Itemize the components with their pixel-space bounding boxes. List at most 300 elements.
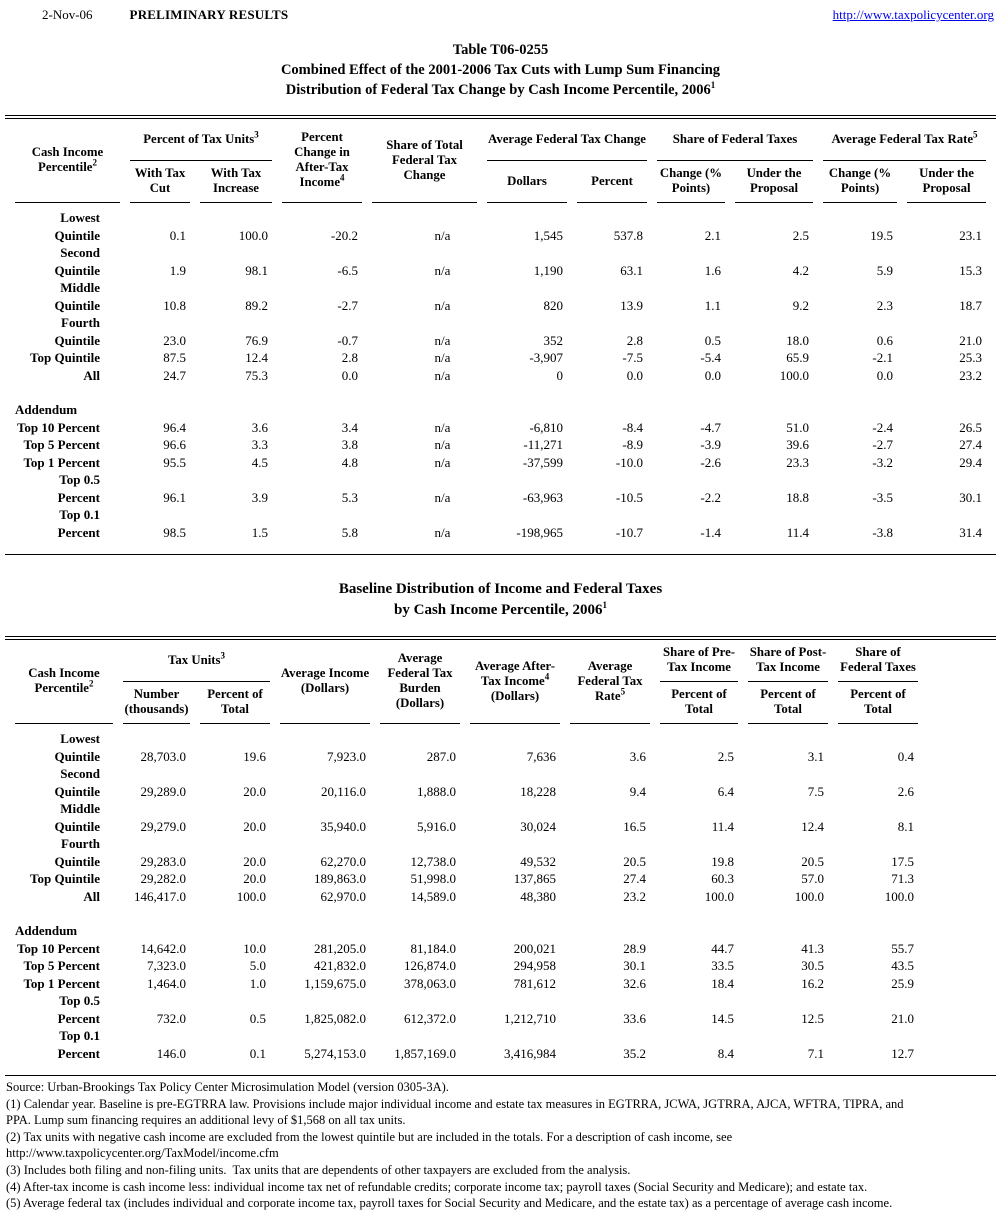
table-cell: 30,024 [520, 818, 557, 834]
col-header-percent-change-after-tax-income: Percent Change in After-Tax Income$^4$ [282, 119, 362, 203]
col-header-percent-of-total-fedtax: Percent of Total [838, 682, 918, 724]
table-cell: 612,372.0 [404, 1010, 457, 1026]
footnotes [5, 1079, 996, 1212]
table-cell: 10.8 [163, 297, 186, 313]
table-cell: 5.0 [249, 958, 267, 973]
col-header-percent-of-total-units: Percent of Total [200, 682, 270, 724]
spacer-column [928, 640, 986, 724]
table-cell: 8.4 [717, 1045, 735, 1061]
table-cell: 2.5 [717, 748, 735, 764]
col-header-cash-income-percentile: Cash Income Percentile$^2$ [15, 640, 113, 724]
table-cell: -10.7 [615, 524, 643, 540]
table-cell: n/a [434, 437, 451, 452]
row-label: Top 0.1 Percent [57, 507, 100, 540]
table-cell: 2.8 [626, 332, 643, 348]
table-cell: 1,888.0 [417, 783, 457, 799]
footnote-2: (2) Tax units with negative cash income are excluded from the lowest quintile but are included in the totals. For a description of cash income, see [6, 1129, 733, 1144]
table-cell: 1,159,675.0 [304, 975, 367, 991]
table-row [15, 888, 986, 906]
table-cell: 7.1 [807, 1045, 825, 1061]
col-group-share-pre-tax-income: Share of Pre-Tax Income [660, 640, 738, 682]
table-cell: 48,380 [520, 888, 557, 904]
col-header-number-thousands: Number (thousands) [123, 682, 190, 724]
addendum-label: Addendum [15, 402, 78, 417]
table-row [15, 506, 986, 541]
spacer-cell [928, 835, 986, 870]
table-cell: 9.2 [792, 297, 810, 313]
row-label: Top 1 Percent [23, 975, 100, 991]
table-cell: 100.0 [794, 888, 825, 904]
tax-change-table [5, 119, 996, 554]
table-cell: 20.5 [623, 853, 647, 869]
table-cell: 98.5 [163, 524, 186, 540]
table-cell: -10.5 [615, 489, 643, 505]
col-header-share-total-federal-tax-change: Share of Total Federal Tax Change [372, 119, 477, 203]
table-cell: 31.4 [959, 524, 983, 540]
table-row [15, 992, 986, 1027]
table-cell: n/a [434, 454, 451, 470]
table-cell: n/a [434, 524, 451, 540]
col-group-percent-of-tax-units: Percent of Tax Units$^3$ [130, 119, 272, 161]
table-cell: 28.9 [623, 940, 647, 956]
table-cell: 2.1 [704, 227, 721, 243]
table-cell: 1,545 [533, 227, 563, 243]
table-cell: 20.0 [243, 783, 267, 799]
table-cell: 30.5 [801, 958, 825, 973]
row-label: Top 0.5 Percent [57, 993, 100, 1026]
row-label: Fourth Quintile [54, 315, 100, 348]
table-cell: 18.4 [711, 975, 735, 991]
table-cell: 9.4 [629, 783, 647, 799]
table-cell: 126,874.0 [404, 958, 457, 973]
addendum-label: Addendum [15, 923, 78, 938]
table-cell: 11.4 [711, 818, 735, 834]
table-cell: 12,738.0 [410, 853, 457, 869]
header-row-groups [15, 119, 986, 161]
table-cell: -2.7 [872, 437, 894, 452]
table-cell: 71.3 [891, 871, 915, 886]
table-cell: -3.5 [872, 489, 894, 505]
table-cell: 2.5 [792, 227, 810, 243]
table-cell: 20.5 [801, 853, 825, 869]
table-cell: 96.4 [163, 419, 186, 435]
col-header-percent-of-total-posttax: Percent of Total [748, 682, 828, 724]
table-cell: 49,532 [520, 853, 557, 869]
table-cell: 20.0 [243, 853, 267, 869]
table-cell: 51,998.0 [410, 871, 457, 886]
table-cell: 18.7 [959, 297, 983, 313]
row-label: All [83, 888, 100, 904]
table-cell: 1,825,082.0 [304, 1010, 367, 1026]
table-cell: -8.9 [622, 437, 643, 452]
table-cell: 0.0 [704, 367, 721, 383]
table-cell: 14,589.0 [410, 888, 457, 904]
table-cell: 19.6 [243, 748, 267, 764]
table-row [15, 800, 986, 835]
col-group-tax-units: Tax Units$^3$ [123, 640, 270, 682]
table-cell: 100.0 [704, 888, 735, 904]
table-cell: 29,289.0 [140, 783, 186, 799]
baseline-distribution-table-frame [5, 636, 996, 1076]
spacer-row [15, 384, 986, 401]
table-cell: 200,021 [513, 940, 557, 956]
table-cell: -0.7 [337, 332, 358, 348]
spacer-cell [928, 1027, 986, 1062]
table-cell: -3,907 [529, 350, 563, 365]
table-cell: 0.0 [876, 367, 894, 383]
table-cell: 146,417.0 [134, 888, 186, 904]
table-cell: 820 [543, 297, 563, 313]
col-header-percent: Percent [577, 161, 647, 203]
table-cell: 96.6 [163, 437, 186, 452]
table-cell: 95.5 [163, 454, 186, 470]
table-cell: 96.1 [163, 489, 186, 505]
table-cell: n/a [434, 350, 451, 365]
table-cell: 65.9 [786, 350, 810, 365]
table-cell: -2.2 [700, 489, 721, 505]
col-header-cash-income-percentile: Cash Income Percentile$^2$ [15, 119, 120, 203]
table-cell: -6.5 [337, 262, 358, 278]
table-cell: 6.4 [717, 783, 735, 799]
addendum-row [15, 922, 986, 940]
spacer-cell [928, 975, 986, 993]
col-header-with-tax-cut: With Tax Cut [130, 161, 190, 203]
table-cell: 55.7 [891, 940, 915, 956]
table-cell: 732.0 [156, 1010, 186, 1026]
table-cell: 2.3 [876, 297, 894, 313]
table-cell: 26.5 [959, 419, 983, 435]
table-cell: 76.9 [245, 332, 268, 348]
table-row [15, 975, 986, 993]
table-cell: 3,416,984 [504, 1045, 557, 1061]
table-cell: 62,970.0 [320, 888, 367, 904]
spacer-cell [928, 870, 986, 888]
table-cell: 17.5 [891, 853, 915, 869]
table-cell: 3.8 [341, 437, 358, 452]
table-cell: n/a [434, 489, 451, 505]
table-cell: 3.6 [251, 419, 268, 435]
table-cell: 13.9 [620, 297, 643, 313]
table-cell: -2.6 [700, 454, 721, 470]
col-header-under-proposal: Under the Proposal [735, 161, 813, 203]
table-row [15, 1027, 986, 1062]
table-row [15, 454, 986, 472]
table-cell: 27.4 [959, 437, 983, 452]
col-header-average-after-tax-income: Average After-Tax Income$^4$ (Dollars) [470, 640, 560, 724]
table-cell: 1,464.0 [147, 975, 186, 991]
spacer-row [15, 1062, 986, 1075]
table-cell: 189,863.0 [314, 871, 367, 886]
table-cell: 18.8 [786, 489, 810, 505]
taxpolicycenter-link[interactable]: http://www.taxpolicycenter.org [832, 7, 994, 22]
table-cell: n/a [434, 227, 451, 243]
table-cell: 781,612 [513, 975, 557, 991]
table-cell: 0.1 [169, 227, 186, 243]
table-row [15, 835, 986, 870]
row-label: Top 5 Percent [23, 958, 100, 973]
table-cell: -10.0 [615, 454, 643, 470]
row-label: Top 0.1 Percent [57, 1028, 100, 1061]
table-cell: 10.0 [243, 940, 267, 956]
table-cell: 1,857,169.0 [394, 1045, 457, 1061]
table-cell: -37,599 [522, 454, 563, 470]
row-label: Second Quintile [54, 766, 100, 799]
table-cell: 87.5 [163, 350, 186, 365]
header-row-subcolumns [15, 161, 986, 203]
table-cell: 30.1 [959, 489, 983, 505]
table-number: Table T06-0255 [452, 42, 549, 58]
table-cell: 75.3 [245, 367, 268, 383]
col-header-with-tax-increase: With Tax Increase [200, 161, 272, 203]
spacer-cell [928, 765, 986, 800]
table-cell: n/a [434, 332, 451, 348]
row-label: Top 5 Percent [23, 437, 100, 452]
footnote-4: (4) After-tax income is cash income less: individual income tax net of refundable credits; corporate income tax; payroll taxes (Social Security and Medicare); and estate tax. [6, 1179, 868, 1194]
table-cell: 4.8 [341, 454, 358, 470]
report-date: 2-Nov-06 [42, 7, 93, 22]
table-cell: 2.6 [897, 783, 915, 799]
col-header-under-proposal-rate: Under the Proposal [907, 161, 986, 203]
table-cell: 24.7 [163, 367, 186, 383]
spacer-cell [928, 957, 986, 975]
table-cell: 2.8 [341, 350, 358, 365]
table-cell: 352 [543, 332, 563, 348]
table-cell: 63.1 [620, 262, 643, 278]
table-cell: 20.0 [243, 871, 267, 886]
footnote-2-url: http://www.taxpolicycenter.org/TaxModel/income.cfm [6, 1146, 279, 1161]
table-row [15, 940, 986, 958]
table-cell: -3.8 [872, 524, 894, 540]
table-cell: 5.8 [341, 524, 358, 540]
table-cell: 3.4 [341, 419, 358, 435]
table-cell: 18,228 [520, 783, 557, 799]
table-row [15, 279, 986, 314]
table-cell: 25.9 [891, 975, 915, 991]
table-cell: 29.4 [959, 454, 983, 470]
table-cell: 1.0 [249, 975, 267, 991]
row-label: Top 0.5 Percent [57, 472, 100, 505]
table-cell: -7.5 [622, 350, 643, 365]
table-cell: 21.0 [891, 1010, 915, 1026]
tax-change-table-frame [5, 115, 996, 555]
table-cell: 4.5 [251, 454, 268, 470]
table-cell: 5.3 [341, 489, 358, 505]
col-header-average-federal-tax-rate: Average Federal Tax Rate$^5$ [570, 640, 650, 724]
table-cell: 287.0 [426, 748, 457, 764]
table-cell: -198,965 [516, 524, 563, 540]
table-cell: 16.5 [623, 818, 647, 834]
table-cell: 100.0 [779, 367, 810, 383]
table-cell: 146.0 [156, 1045, 186, 1061]
table-cell: 0.4 [897, 748, 915, 764]
table-cell: -4.7 [700, 419, 721, 435]
table-cell: 25.3 [959, 350, 983, 365]
table-cell: 0 [556, 367, 563, 383]
table-cell: -2.7 [337, 297, 358, 313]
table-cell: 1,212,710 [504, 1010, 557, 1026]
table-cell: 14,642.0 [140, 940, 186, 956]
table-cell: 7,923.0 [327, 748, 367, 764]
table-cell: 29,282.0 [140, 871, 186, 886]
spacer-cell [928, 992, 986, 1027]
table-cell: 60.3 [711, 871, 735, 886]
table-cell: 7.5 [807, 783, 825, 799]
table-row [15, 436, 986, 454]
col-header-change-points: Change (% Points) [657, 161, 725, 203]
row-label: Lowest Quintile [54, 210, 100, 243]
table-cell: 35,940.0 [320, 818, 367, 834]
table1-title-line2: Combined Effect of the 2001-2006 Tax Cuts with Lump Sum Financing [280, 62, 721, 78]
table-cell: n/a [434, 297, 451, 313]
table-cell: 3.1 [807, 748, 825, 764]
table-cell: 20,116.0 [320, 783, 367, 799]
table-cell: 28,703.0 [140, 748, 186, 764]
footnote-1-continued: PPA. Lump sum financing requires an additional levy of $1,568 on all tax units. [6, 1113, 406, 1128]
spacer-cell [928, 800, 986, 835]
table-cell: -11,271 [523, 437, 563, 452]
table-cell: 0.5 [704, 332, 721, 348]
table-cell: 51.0 [786, 419, 810, 435]
table-cell: 3.6 [629, 748, 647, 764]
table-cell: 23.3 [786, 454, 810, 470]
addendum-row [15, 401, 986, 419]
table-cell: 33.6 [623, 1010, 647, 1026]
footnote-1: (1) Calendar year. Baseline is pre-EGTRRA law. Provisions include major individual income and estate tax measures in EGTRRA, JCWA, JGTRRA, AJCA, WFTRA, TIPRA, and [6, 1096, 904, 1111]
col-header-dollars: Dollars [487, 161, 567, 203]
page-header [5, 4, 996, 23]
table-row [15, 203, 986, 244]
table-row [15, 957, 986, 975]
table-cell: 0.1 [249, 1045, 267, 1061]
table-cell: 21.0 [959, 332, 983, 348]
table-cell: 7,323.0 [147, 958, 186, 973]
footnote-5: (5) Average federal tax (includes individual and corporate income tax, payroll taxes for Social Security and Medicare, and the estate tax) as a percentage of average cash income. [6, 1196, 893, 1211]
table-cell: 62,270.0 [320, 853, 367, 869]
row-label: Top 1 Percent [23, 454, 100, 470]
table-cell: 4.2 [792, 262, 810, 278]
row-label: Fourth Quintile [54, 836, 100, 869]
table-cell: 14.5 [711, 1010, 735, 1026]
table-cell: 98.1 [245, 262, 268, 278]
table2-title [5, 579, 996, 621]
table-cell: -6,810 [529, 419, 563, 435]
table-cell: 1,190 [533, 262, 563, 278]
row-label: All [83, 367, 100, 383]
col-group-average-federal-tax-rate: Average Federal Tax Rate$^5$ [823, 119, 986, 161]
table-cell: 0.0 [626, 367, 643, 383]
row-label: Middle Quintile [54, 801, 100, 834]
col-header-percent-of-total-pretax: Percent of Total [660, 682, 738, 724]
table-cell: n/a [434, 367, 451, 383]
table-cell: 12.7 [891, 1045, 915, 1061]
col-group-share-post-tax-income: Share of Post-Tax Income [748, 640, 828, 682]
row-label: Top Quintile [30, 350, 100, 365]
table-cell: 1.5 [251, 524, 268, 540]
row-label: Lowest Quintile [54, 731, 100, 764]
baseline-distribution-table [5, 640, 996, 1075]
table-cell: -2.4 [872, 419, 894, 435]
table-cell: 281,205.0 [314, 940, 367, 956]
spacer-cell [928, 724, 986, 765]
table-cell: -3.9 [700, 437, 721, 452]
table-cell: 8.1 [897, 818, 915, 834]
table-cell: -5.4 [700, 350, 721, 365]
table-cell: 7,636 [526, 748, 557, 764]
table-cell: 43.5 [891, 958, 915, 973]
table-cell: 1.1 [704, 297, 721, 313]
table-cell: -2.1 [872, 350, 894, 365]
table-cell: 0.0 [341, 367, 358, 383]
table-cell: n/a [434, 419, 451, 435]
table-cell: 23.2 [959, 367, 983, 383]
table-cell: 378,063.0 [404, 975, 457, 991]
col-group-share-of-federal-taxes: Share of Federal Taxes [657, 119, 813, 161]
table-cell: 18.0 [786, 332, 810, 348]
table-cell: 23.0 [163, 332, 186, 348]
table-cell: 0.6 [876, 332, 894, 348]
source-note: Source: Urban-Brookings Tax Policy Center Microsimulation Model (version 0305-3A). [6, 1080, 449, 1094]
table-row [15, 314, 986, 349]
table-cell: 12.5 [801, 1010, 825, 1026]
table-row [15, 244, 986, 279]
table-cell: 5,916.0 [417, 818, 457, 834]
table-cell: 19.5 [870, 227, 894, 243]
table-cell: 12.4 [245, 350, 268, 365]
spacer-row [15, 905, 986, 922]
table-cell: 33.5 [711, 958, 735, 973]
table-cell: 44.7 [711, 940, 735, 956]
table-cell: -63,963 [522, 489, 563, 505]
table-cell: 32.6 [623, 975, 647, 991]
table-cell: 421,832.0 [314, 958, 367, 973]
table-row [15, 349, 986, 367]
table-cell: 294,958 [513, 958, 557, 973]
table2-title-line2: by Cash Income Percentile, 2006$^1$ [394, 600, 607, 618]
table-cell: 1.9 [169, 262, 186, 278]
table-cell: -8.4 [622, 419, 643, 435]
table-cell: 23.2 [623, 888, 647, 904]
table-cell: -20.2 [330, 227, 358, 243]
table-row [15, 471, 986, 506]
table-cell: 27.4 [623, 871, 647, 886]
row-label: Second Quintile [54, 245, 100, 278]
spacer-row [15, 541, 986, 554]
table-cell: 11.4 [786, 524, 810, 540]
spacer-cell [928, 888, 986, 906]
col-header-average-federal-tax-burden: Average Federal Tax Burden (Dollars) [380, 640, 460, 724]
table-cell: 100.0 [236, 888, 267, 904]
row-label: Top 10 Percent [16, 419, 100, 435]
col-group-average-federal-tax-change: Average Federal Tax Change [487, 119, 647, 161]
table-cell: -3.2 [872, 454, 894, 470]
table-row [15, 419, 986, 437]
table-cell: 57.0 [801, 871, 825, 886]
table-cell: 39.6 [786, 437, 810, 452]
table-cell: 23.1 [959, 227, 983, 243]
table-cell: 89.2 [245, 297, 268, 313]
table-cell: 16.2 [801, 975, 825, 991]
table-cell: 29,283.0 [140, 853, 186, 869]
table-cell: 100.0 [884, 888, 915, 904]
table-cell: 5,274,153.0 [304, 1045, 367, 1061]
table-cell: 81,184.0 [410, 940, 457, 956]
preliminary-results-label: PRELIMINARY RESULTS [129, 7, 289, 22]
table-cell: 41.3 [801, 940, 825, 956]
row-label: Top 10 Percent [16, 940, 100, 956]
table-cell: 0.5 [249, 1010, 267, 1026]
header-row-groups [15, 640, 986, 682]
col-header-change-points-rate: Change (% Points) [823, 161, 897, 203]
